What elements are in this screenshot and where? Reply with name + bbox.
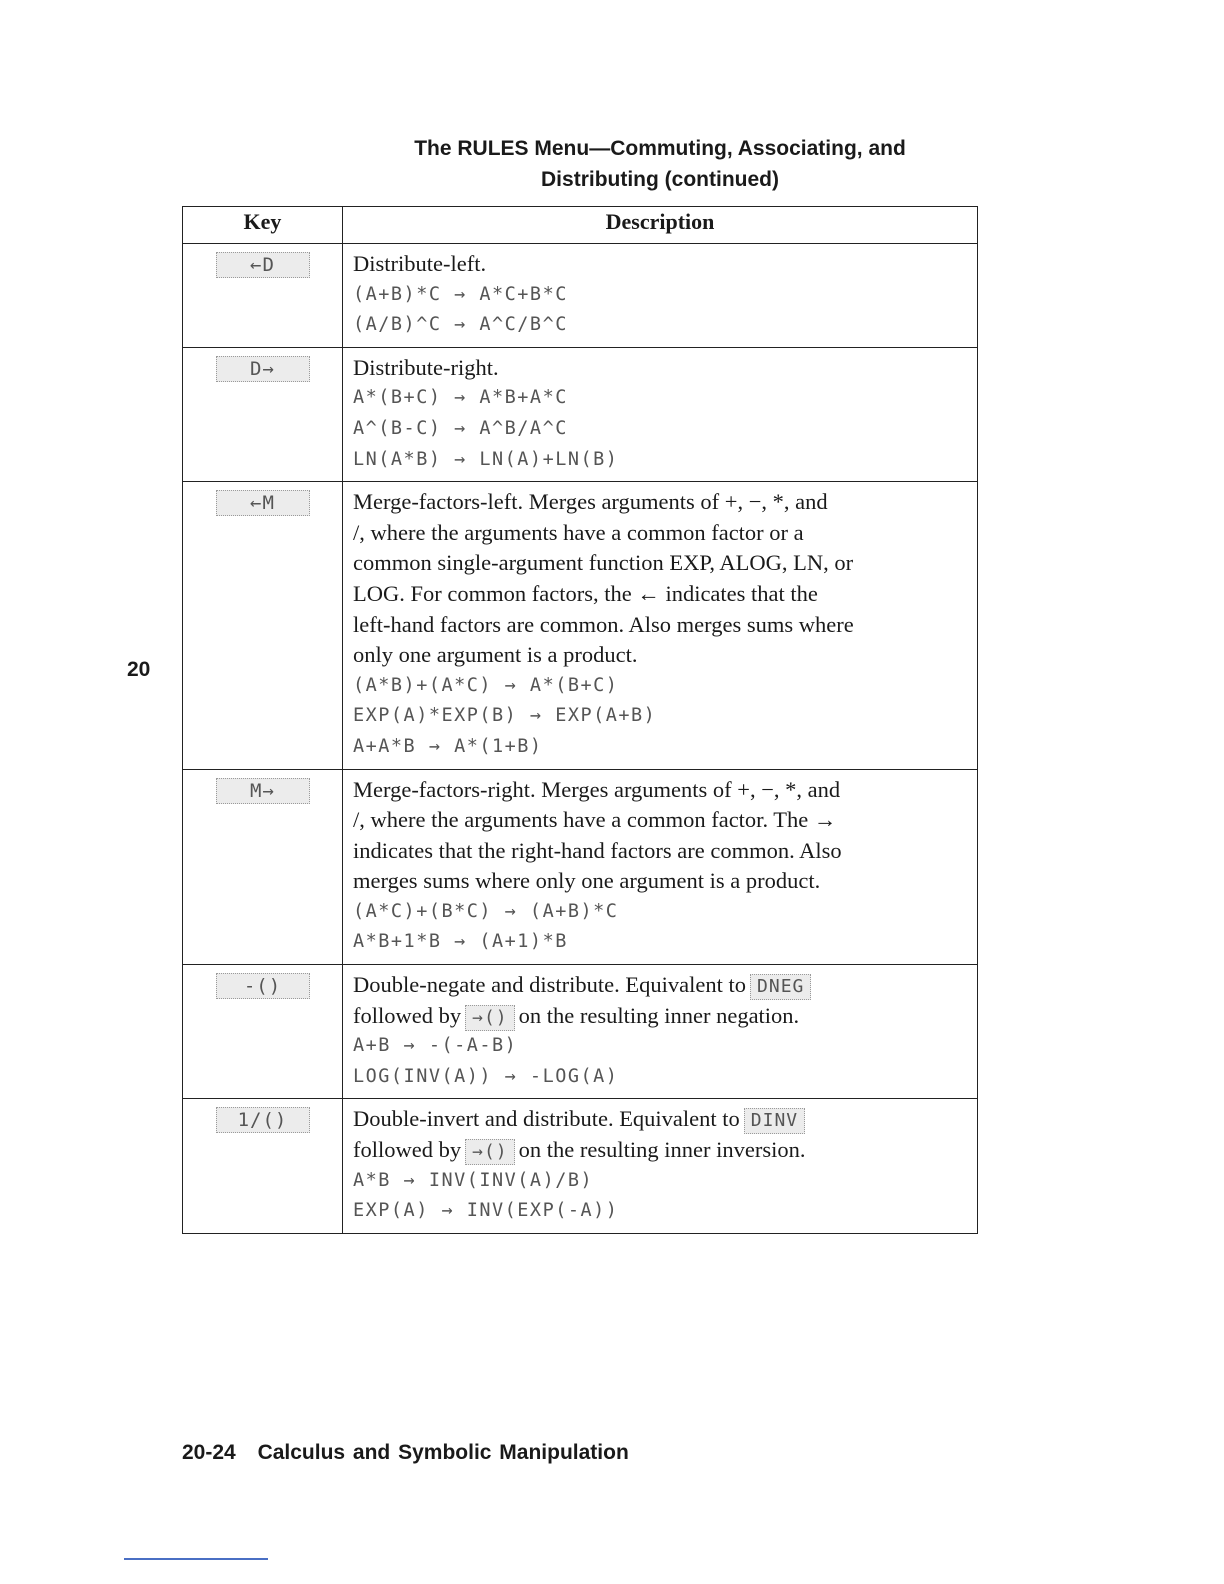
description-line: Distribute-right.	[353, 354, 499, 380]
table-row-merge-factors-right	[183, 769, 978, 965]
description-line	[353, 1135, 969, 1166]
description-text: on the resulting inner inversion.	[518, 1137, 806, 1163]
description-line	[353, 1001, 969, 1032]
example-line: A+B → -(-A-B)	[353, 1035, 518, 1057]
example-line: A^(B-C) → A^B/A^C	[353, 417, 568, 439]
table-caption	[160, 133, 1160, 195]
description-cell	[343, 769, 978, 965]
distribute-left-key: ←D	[216, 252, 310, 278]
merge-right-key: M→	[216, 778, 310, 804]
table-row-double-invert	[183, 1099, 978, 1233]
example-line: A+A*B → A*(1+B)	[353, 735, 543, 757]
example-line: EXP(A)*EXP(B) → EXP(A+B)	[353, 705, 657, 727]
page-footer	[182, 1441, 629, 1465]
example-line: (A*B)+(A*C) → A*(B+C)	[353, 674, 619, 696]
table-header-row	[183, 207, 978, 244]
example-line: LN(A*B) → LN(A)+LN(B)	[353, 448, 619, 470]
example-line: LOG(INV(A)) → -LOG(A)	[353, 1065, 619, 1087]
description-line: left-hand factors are common. Also merges sums where	[353, 611, 854, 637]
rules-menu-table	[182, 206, 978, 1234]
key-cell	[183, 347, 343, 481]
merge-left-key: ←M	[216, 490, 310, 516]
distribute-right-key: D→	[216, 356, 310, 382]
bottom-rule-line	[124, 1558, 268, 1560]
description-line: only one argument is a product.	[353, 642, 638, 668]
key-cell	[183, 965, 343, 1099]
description-column-header: Description	[343, 207, 978, 244]
key-cell	[183, 482, 343, 769]
distribute-key: →()	[465, 1005, 515, 1031]
key-cell	[183, 769, 343, 965]
description-cell	[343, 347, 978, 481]
description-line: indicates that the right-hand factors are common. Also	[353, 837, 842, 863]
description-cell	[343, 482, 978, 769]
description-line: /, where the arguments have a common factor or a	[353, 519, 804, 545]
description-line: common single-argument function EXP, ALOG, LN, or	[353, 550, 854, 576]
example-line: A*(B+C) → A*B+A*C	[353, 387, 568, 409]
description-line: Merge-factors-right. Merges arguments of +, −, *, and	[353, 776, 841, 802]
description-text: on the resulting inner negation.	[518, 1002, 800, 1028]
example-line: A*B → INV(INV(A)/B)	[353, 1169, 594, 1191]
key-column-header: Key	[183, 207, 343, 244]
description-cell	[343, 244, 978, 348]
table-row-distribute-right	[183, 347, 978, 481]
description-text: followed by	[353, 1137, 462, 1163]
page-number: 20-24	[182, 1441, 236, 1464]
chapter-tab: 20	[127, 658, 151, 681]
description-line: Distribute-left.	[353, 251, 487, 276]
caption-line-2: Distributing (continued)	[541, 168, 779, 191]
description-line: LOG. For common factors, the ← indicates that the	[353, 580, 818, 606]
description-text: Double-negate and distribute. Equivalent to	[353, 972, 747, 998]
table-row-double-negate	[183, 965, 978, 1099]
description-line: merges sums where only one argument is a product.	[353, 868, 821, 894]
section-title: Calculus and Symbolic Manipulation	[257, 1441, 629, 1464]
distribute-key: →()	[465, 1139, 515, 1165]
double-invert-key: 1/()	[216, 1107, 310, 1133]
description-line	[353, 1104, 969, 1135]
description-line: Merge-factors-left. Merges arguments of +, −, *, and	[353, 489, 828, 515]
description-text: Double-invert and distribute. Equivalent to	[353, 1106, 740, 1132]
dneg-key: DNEG	[750, 974, 811, 1000]
caption-line-1: The RULES Menu—Commuting, Associating, and	[414, 137, 906, 160]
key-cell	[183, 244, 343, 348]
example-line: A*B+1*B → (A+1)*B	[353, 931, 568, 953]
table-row-distribute-left	[183, 244, 978, 348]
example-line: (A/B)^C → A^C/B^C	[353, 314, 568, 336]
description-cell	[343, 965, 978, 1099]
table-row-merge-factors-left	[183, 482, 978, 769]
key-cell	[183, 1099, 343, 1233]
example-line: (A*C)+(B*C) → (A+B)*C	[353, 900, 619, 922]
description-cell	[343, 1099, 978, 1233]
example-line: EXP(A) → INV(EXP(-A))	[353, 1200, 619, 1222]
double-negate-key: -()	[216, 973, 310, 999]
description-line: /, where the arguments have a common factor. The →	[353, 807, 837, 833]
dinv-key: DINV	[744, 1108, 805, 1134]
example-line: (A+B)*C → A*C+B*C	[353, 283, 568, 305]
description-line	[353, 970, 969, 1001]
description-text: followed by	[353, 1002, 462, 1028]
